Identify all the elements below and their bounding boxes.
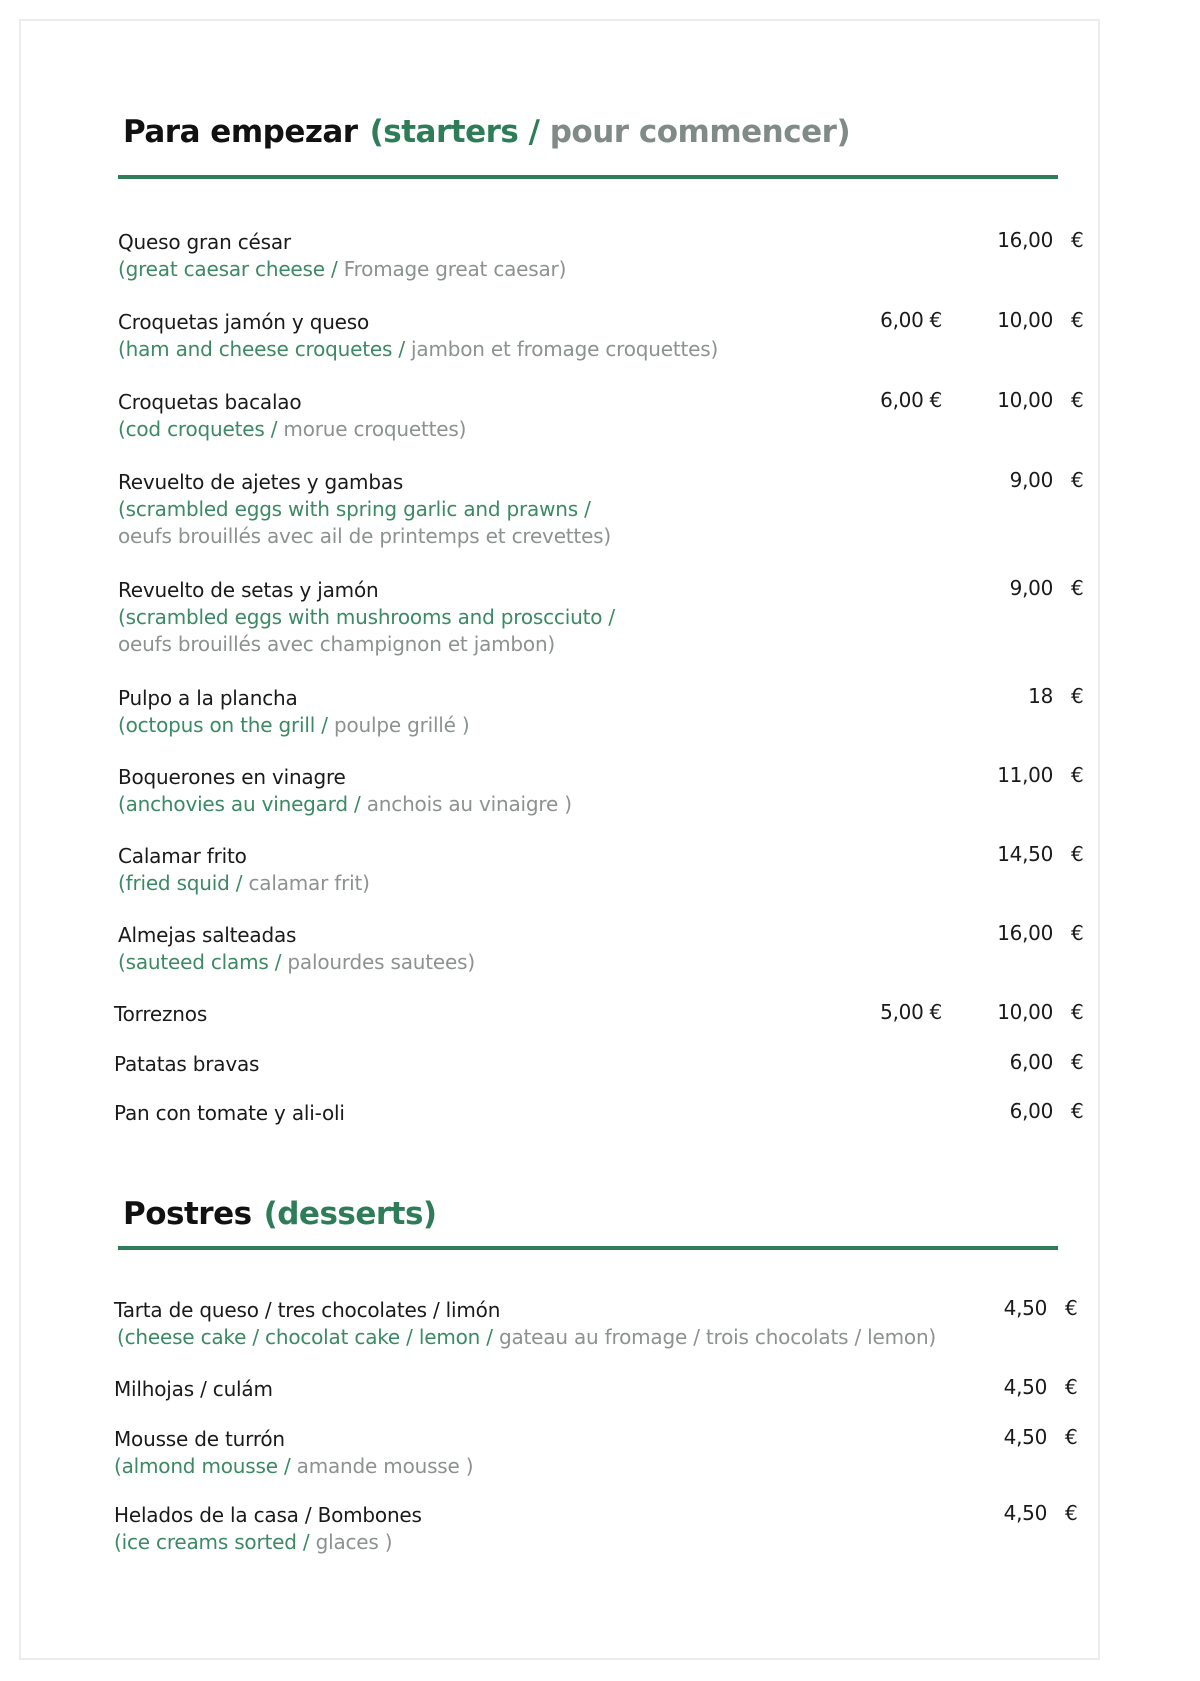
currency-symbol: € [1071,763,1084,787]
item-name: Pan con tomate y ali-oli [114,1101,345,1125]
translation-en: (anchovies au vinegard / [118,792,361,816]
item-price: 14,50 [997,842,1053,866]
currency-symbol: € [1071,921,1084,945]
item-price: 4,50 [1003,1375,1047,1399]
item-name: Boquerones en vinagre [118,765,346,789]
item-translation [118,871,370,895]
item-price: 4,50 [1003,1425,1047,1449]
item-translation [118,497,591,521]
item-name: Revuelto de setas y jamón [118,578,379,602]
item-name: Croquetas jamón y queso [118,310,370,334]
translation-en: (sauteed clams / [118,950,282,974]
currency-symbol: € [1065,1501,1078,1525]
item-price: 4,50 [1003,1501,1047,1525]
translation-fr: amande mousse ) [290,1454,474,1478]
desserts-divider [118,1246,1058,1250]
item-price-half: 6,00 € [880,388,942,412]
currency-symbol: € [1071,308,1084,332]
translation-fr: palourdes sautees) [281,950,475,974]
translation-fr: gateau au fromage / trois chocolats / lemon) [492,1325,937,1349]
currency-symbol: € [1071,1099,1084,1123]
item-name: Torreznos [114,1002,208,1026]
starters-divider [118,175,1058,179]
item-translation-fr [118,524,611,548]
currency-symbol: € [1065,1375,1078,1399]
translation-en: (almond mousse / [114,1454,291,1478]
starters-title-en: (starters / [369,114,540,150]
translation-fr: oeufs brouillés avec ail de printemps et crevettes) [118,524,612,548]
item-price-half: 5,00 € [880,1000,942,1024]
item-translation [114,1454,473,1478]
item-translation [117,1325,936,1349]
item-price: 4,50 [1003,1296,1047,1320]
item-price: 9,00 [1009,468,1053,492]
currency-symbol: € [1071,842,1084,866]
item-price: 6,00 [1009,1099,1053,1123]
item-price: 11,00 [997,763,1053,787]
item-name: Helados de la casa / Bombones [114,1503,422,1527]
translation-en: (octopus on the grill / [118,713,328,737]
item-price: 6,00 [1009,1050,1053,1074]
item-name: Queso gran césar [118,230,291,254]
item-name: Tarta de queso / tres chocolates / limón [114,1298,501,1322]
item-translation [114,1530,392,1554]
translation-fr: oeufs brouillés avec champignon et jambon) [118,632,556,656]
item-name: Revuelto de ajetes y gambas [118,470,404,494]
item-price: 18 [1028,684,1053,708]
translation-en: (cheese cake / chocolat cake / lemon / [117,1325,493,1349]
currency-symbol: € [1071,388,1084,412]
item-price: 16,00 [997,228,1053,252]
item-translation [118,257,566,281]
item-name: Mousse de turrón [114,1427,285,1451]
item-price: 10,00 [997,1000,1053,1024]
desserts-title-en: (desserts) [263,1196,437,1232]
item-price: 9,00 [1009,576,1053,600]
item-price-half: 6,00 € [880,308,942,332]
item-price: 10,00 [997,308,1053,332]
item-price: 10,00 [997,388,1053,412]
translation-fr: Fromage great caesar) [337,257,567,281]
translation-fr: morue croquettes) [277,417,467,441]
currency-symbol: € [1071,468,1084,492]
item-translation [118,792,572,816]
starters-title-es: Para empezar [123,114,358,150]
item-translation [118,713,470,737]
item-price: 16,00 [997,921,1053,945]
currency-symbol: € [1071,1050,1084,1074]
item-name: Almejas salteadas [118,923,297,947]
translation-fr: glaces ) [309,1530,393,1554]
item-name: Calamar frito [118,844,247,868]
translation-en: (ham and cheese croquetes / [118,337,405,361]
item-translation [118,605,615,629]
item-translation [118,417,466,441]
item-translation-fr [118,632,555,656]
translation-en: (great caesar cheese / [118,257,338,281]
starters-title-fr: pour commencer) [539,114,851,150]
currency-symbol: € [1065,1425,1078,1449]
currency-symbol: € [1065,1296,1078,1320]
translation-en: (scrambled eggs with spring garlic and prawns / [118,497,591,521]
translation-en: (cod croquetes / [118,417,278,441]
item-name: Patatas bravas [114,1052,260,1076]
item-name: Croquetas bacalao [118,390,302,414]
translation-fr: poulpe grillé ) [327,713,470,737]
starters-heading [123,114,850,150]
item-translation [118,950,475,974]
desserts-title-es: Postres [123,1196,252,1232]
translation-fr: calamar frit) [242,871,370,895]
currency-symbol: € [1071,576,1084,600]
translation-fr: jambon et fromage croquettes) [404,337,719,361]
translation-en: (scrambled eggs with mushrooms and proscciuto / [118,605,615,629]
currency-symbol: € [1071,1000,1084,1024]
item-translation [118,337,718,361]
translation-fr: anchois au vinaigre ) [360,792,572,816]
translation-en: (fried squid / [118,871,243,895]
currency-symbol: € [1071,228,1084,252]
item-name: Pulpo a la plancha [118,686,298,710]
translation-en: (ice creams sorted / [114,1530,310,1554]
currency-symbol: € [1071,684,1084,708]
desserts-heading [123,1196,437,1232]
item-name: Milhojas / culám [114,1377,273,1401]
